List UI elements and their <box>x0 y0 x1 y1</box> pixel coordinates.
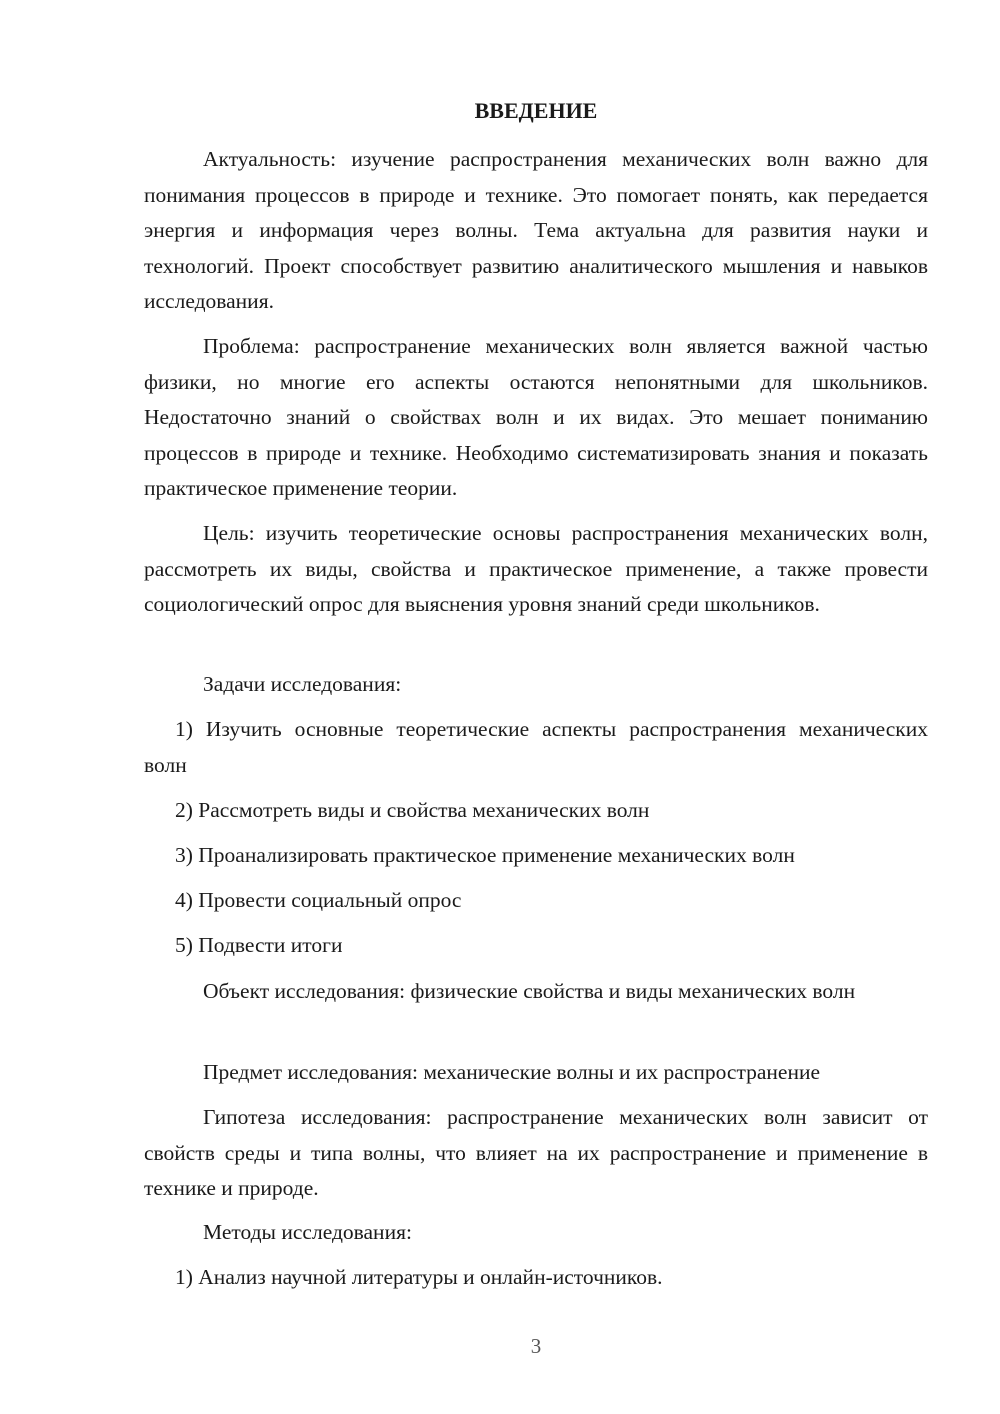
methods-heading: Методы исследования: <box>203 1220 412 1244</box>
task-item-1: 1) Изучить основные теоретические аспекты распространения механических волн <box>144 717 928 777</box>
section-title: ВВЕДЕНИЕ <box>474 98 598 123</box>
method-item-1: 1) Анализ научной литературы и онлайн-источников. <box>175 1265 663 1289</box>
document-page <box>144 0 928 1414</box>
object-paragraph: Объект исследования: физические свойства и виды механических волн <box>203 979 856 1003</box>
task-item-3: 3) Проанализировать практическое применение механических волн <box>175 843 795 867</box>
relevance-paragraph: Актуальность: изучение распространения механических волн важно для понимания процессов в природе и технике. Это помогает понять, как передается энергия и информация через волны. Тема актуальна для развития науки и технологий. Проект способствует развитию аналитического мышления и навыков исследования. <box>144 147 928 313</box>
task-item-5: 5) Подвести итоги <box>175 933 343 957</box>
subject-paragraph: Предмет исследования: механические волны и их распространение <box>203 1060 821 1084</box>
problem-paragraph: Проблема: распространение механических волн является важной частью физики, но многие его аспекты остаются непонятными для школьников. Недостаточно знаний о свойствах волн и их видах. Это мешает пониманию процессов в природе и технике. Необходимо систематизировать знания и показать практическое применение теории. <box>144 334 928 500</box>
goal-paragraph: Цель: изучить теоретические основы распространения механических волн, рассмотреть их виды, свойства и практическое применение, а также провести социологический опрос для выяснения уровня знаний среди школьников. <box>144 521 928 616</box>
tasks-heading: Задачи исследования: <box>203 672 402 696</box>
task-item-4: 4) Провести социальный опрос <box>175 888 462 912</box>
page-number: 3 <box>530 1334 542 1358</box>
task-item-2: 2) Рассмотреть виды и свойства механических волн <box>175 798 650 822</box>
hypothesis-paragraph: Гипотеза исследования: распространение механических волн зависит от свойств среды и типа волны, что влияет на их распространение и применение в технике и природе. <box>144 1105 928 1200</box>
